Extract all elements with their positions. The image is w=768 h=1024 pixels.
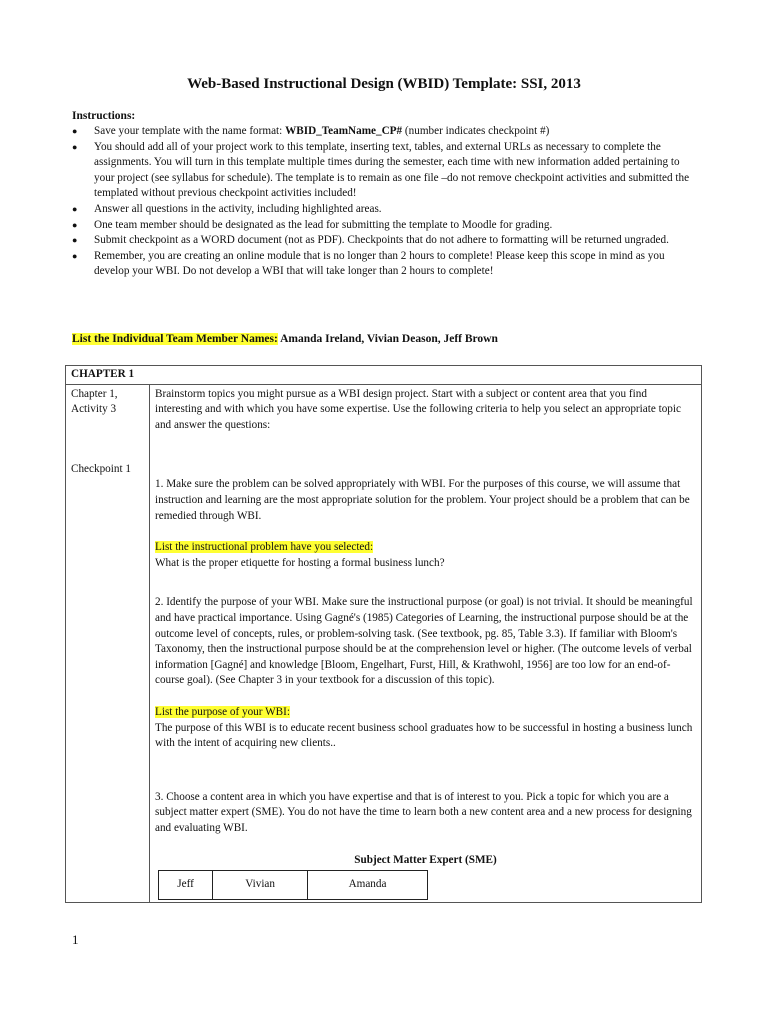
checkpoint-label: Checkpoint 1 — [71, 462, 131, 475]
sme-table — [158, 870, 428, 900]
instruction-item: ● You should add all of your project work to this template, inserting text, tables, and external URLs as necessary to complete the assignments. You will turn in this template multiple times during the semester, each time with new information added pertaining to your project (see syllabus for schedule). The template is to remain as one file –do not remove checkpoint activities and submitted the templated without previous checkpoint activities included! — [72, 140, 690, 200]
question-1-prompt: List the instructional problem have you selected: — [155, 541, 374, 554]
chapter-heading: CHAPTER 1 — [66, 366, 702, 385]
team-members-line — [72, 333, 498, 345]
question-2-prompt: List the purpose of your WBI: — [155, 705, 290, 718]
instructions-list — [72, 124, 694, 280]
sme-name-cell: Vivian — [213, 871, 308, 900]
question-3: 3. Choose a content area in which you have expertise and that is of interest to you. Pick a topic for which you are a subject matter expert (SME). You do not have the time to learn both a new content area and a new process for designing and evaluating WBI. — [155, 790, 692, 834]
team-members-label: List the Individual Team Member Names: — [72, 333, 278, 345]
bullet-icon: ● — [72, 203, 78, 214]
question-2: 2. Identify the purpose of your WBI. Make sure the instructional purpose (or goal) is not trivial. It should be meaningful and have practical importance. Using Gagné's (1985) Categories of Learning, the instructional purpose should be at the outcome level of concepts, rules, or problem-solving task. (See textbook, pg. 85, Table 3.3). If familiar with Bloom's Taxonomy, then the instructional purpose should be at the comprehension level or higher. (The outcome levels of verbal information [Gagné] and knowledge [Bloom, Engelhart, Furst, Hill, & Krathwohl, 1956] are too low for an end-of-course goal). (See Chapter 3 in your textbook for a discussion of this topic). — [155, 596, 693, 687]
instruction-item: ● Save your template with the name format: WBID_TeamName_CP# (number indicates checkpoint #) — [72, 124, 694, 140]
bullet-icon: ● — [72, 235, 78, 246]
intro-paragraph: Brainstorm topics you might pursue as a WBI design project. Start with a subject or content area that you find interesting and with which you have some expertise. Use the following criteria to help you select an appropriate topic and answer the questions: — [155, 387, 681, 431]
instruction-item: ● Submit checkpoint as a WORD document (not as PDF). Checkpoints that do not adhere to formatting will be returned ungraded. — [72, 233, 694, 249]
activity-cell — [66, 384, 150, 902]
question-2-answer: The purpose of this WBI is to educate recent business school graduates how to be successful in hosting a business lunch with the intent of acquiring new clients.. — [155, 721, 693, 750]
document-title: Web-Based Instructional Design (WBID) Template: SSI, 2013 — [187, 76, 581, 92]
bullet-icon: ● — [72, 219, 78, 230]
question-1-answer: What is the proper etiquette for hosting a formal business lunch? — [155, 556, 445, 569]
instruction-item: ● Answer all questions in the activity, including highlighted areas. — [72, 202, 694, 218]
team-member-names: Amanda Ireland, Vivian Deason, Jeff Brown — [277, 333, 498, 345]
question-1: 1. Make sure the problem can be solved appropriately with WBI. For the purposes of this course, we will assume that instruction and learning are the most appropriate solution for the problem. Your project should be a problem that can be remedied through WBI. — [155, 478, 690, 522]
page-number: 1 — [72, 932, 79, 947]
activity-content-cell — [150, 384, 702, 902]
sme-name-cell: Jeff — [159, 871, 213, 900]
filename-format: WBID_TeamName_CP# — [285, 125, 403, 137]
bullet-icon: ● — [72, 141, 78, 152]
instruction-item: ● Remember, you are creating an online module that is no longer than 2 hours to complete! Please keep this scope in mind as you develop your WBI. Do not develop a WBI that will take longer than 2 hours to complete! — [72, 249, 665, 278]
instructions-heading: Instructions: — [72, 110, 136, 122]
bullet-icon: ● — [72, 250, 78, 261]
chapter-table — [65, 365, 702, 903]
instruction-item: ● One team member should be designated as the lead for submitting the template to Moodle for grading. — [72, 218, 694, 234]
bullet-icon: ● — [72, 126, 78, 136]
sme-table-title: Subject Matter Expert (SME) — [354, 854, 497, 867]
sme-name-cell: Amanda — [308, 871, 428, 900]
activity-label: Chapter 1, Activity 3 — [71, 387, 118, 416]
